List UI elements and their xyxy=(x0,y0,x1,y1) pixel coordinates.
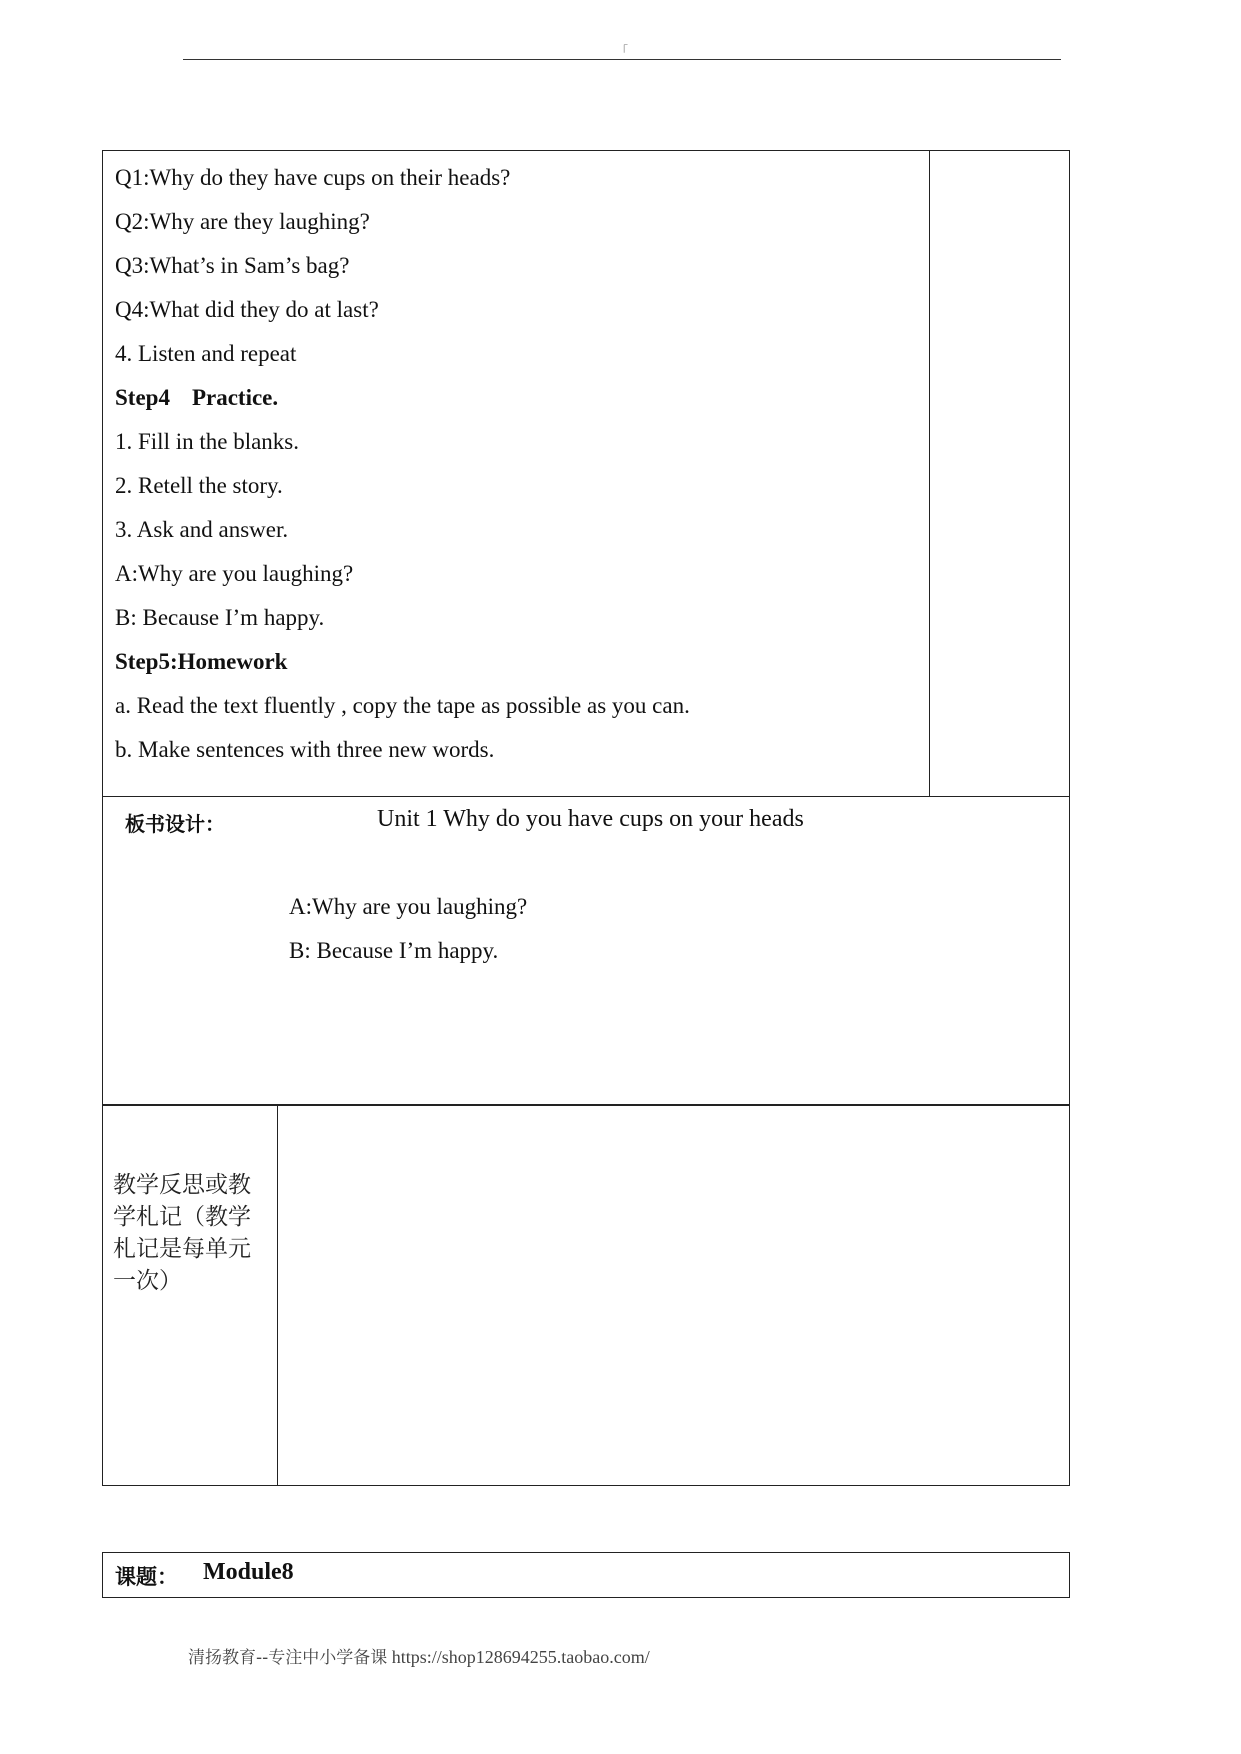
board-design-title: Unit 1 Why do you have cups on your heads xyxy=(377,806,804,832)
question-line: Q1:Why do they have cups on their heads? xyxy=(115,165,511,190)
lesson-steps-table xyxy=(102,150,1070,797)
question-line: Q2:Why are they laughing? xyxy=(115,209,370,234)
step4-heading xyxy=(115,381,915,425)
homework-line: a. Read the text fluently , copy the tape as possible as you can. xyxy=(115,693,690,718)
board-design-label: 板书设计： xyxy=(125,812,225,836)
question-line: Q3:What’s in Sam’s bag? xyxy=(115,253,350,278)
question-line: Q4:What did they do at last? xyxy=(115,297,379,322)
practice-line: 2. Retell the story. xyxy=(115,473,283,498)
topic-label: 课题： xyxy=(115,1565,178,1589)
header-mark: 「 xyxy=(616,44,629,58)
practice-line: 3. Ask and answer. xyxy=(115,517,289,542)
footer-url[interactable]: https://shop128694255.taobao.com/ xyxy=(391,1647,650,1667)
board-line-a: A:Why are you laughing? xyxy=(289,894,528,919)
board-line-b: B: Because I’m happy. xyxy=(289,938,499,963)
column-divider xyxy=(929,151,930,796)
reflection-section xyxy=(102,1104,1070,1486)
topic-row xyxy=(102,1552,1070,1598)
topic-value: Module8 xyxy=(203,1559,294,1585)
step-line: 4. Listen and repeat xyxy=(115,341,297,366)
practice-line: 1. Fill in the blanks. xyxy=(115,429,299,454)
reflection-label: 教学反思或教学札记（教学札记是每单元一次） xyxy=(113,1172,251,1294)
footer-brand: 清扬教育--专注中小学备课 xyxy=(188,1648,388,1668)
header-rule xyxy=(183,59,1061,60)
column-divider xyxy=(277,1105,278,1485)
step4-title: Practice. xyxy=(191,385,279,410)
lesson-steps-content xyxy=(115,161,915,777)
practice-line: B: Because I’m happy. xyxy=(115,605,325,630)
practice-line: A:Why are you laughing? xyxy=(115,561,354,586)
homework-line: b. Make sentences with three new words. xyxy=(115,737,495,762)
board-design-section xyxy=(102,796,1070,1106)
page-footer xyxy=(188,1643,650,1668)
step5-heading: Step5:Homework xyxy=(115,649,288,674)
step4-label: Step4 xyxy=(115,385,170,410)
